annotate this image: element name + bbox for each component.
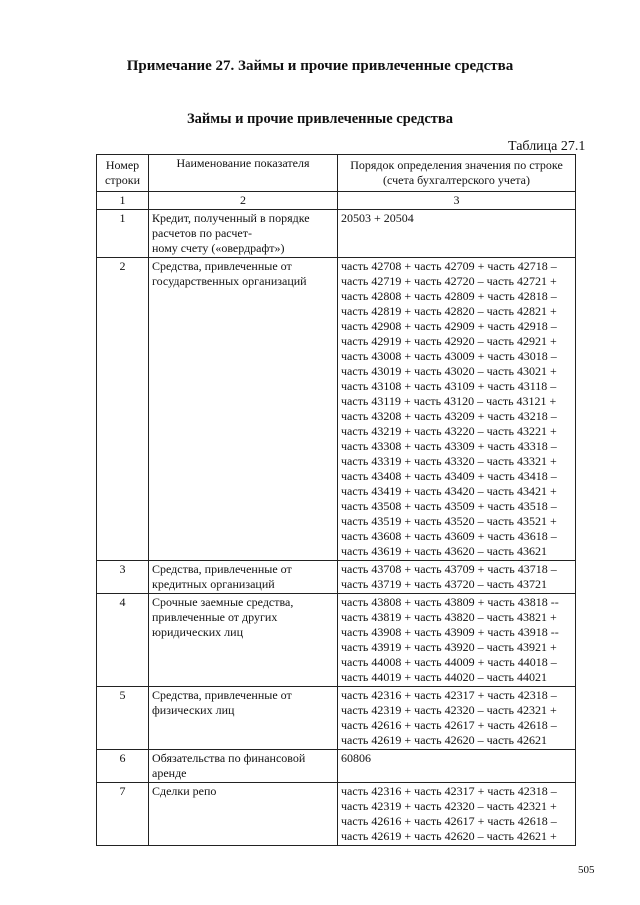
- formula-line: часть 43119 + часть 43120 – часть 43121 +: [341, 394, 557, 408]
- indicator-name-line: юридических лиц: [152, 625, 243, 639]
- column-number-row: [97, 192, 576, 210]
- column-number-cell: 2: [149, 192, 338, 210]
- header-cell-indicator-name: [149, 155, 338, 192]
- row-number-cell: 2: [97, 258, 149, 561]
- table-row: [97, 687, 576, 750]
- header-line: строки: [105, 173, 140, 187]
- formula-cell: [338, 783, 576, 846]
- formula-line: часть 42619 + часть 42620 – часть 42621: [341, 733, 547, 747]
- indicator-name-line: Обязательства по финансовой: [152, 751, 306, 765]
- formula-line: часть 42908 + часть 42909 + часть 42918 –: [341, 319, 557, 333]
- formula-line: часть 42316 + часть 42317 + часть 42318 –: [341, 688, 557, 702]
- header-line: Порядок определения значения по строке: [350, 158, 563, 172]
- indicator-name-line: государственных организаций: [152, 274, 307, 288]
- formula-line: часть 42616 + часть 42617 + часть 42618 –: [341, 814, 557, 828]
- formula-line: часть 43708 + часть 43709 + часть 43718 –: [341, 562, 557, 576]
- formula-line: часть 43408 + часть 43409 + часть 43418 –: [341, 469, 557, 483]
- row-number-cell: 3: [97, 561, 149, 594]
- indicator-name-line: Сделки репо: [152, 784, 217, 798]
- header-line: (счета бухгалтерского учета): [383, 173, 530, 187]
- header-line: Номер: [105, 158, 140, 172]
- formula-line: часть 43008 + часть 43009 + часть 43018 –: [341, 349, 557, 363]
- indicator-name-line: ному счету («овердрафт»): [152, 241, 285, 255]
- column-number-cell: 3: [338, 192, 576, 210]
- header-cell-determination-order: [338, 155, 576, 192]
- loans-table-body: [97, 155, 576, 846]
- table-row: [97, 750, 576, 783]
- table-row: [97, 258, 576, 561]
- formula-line: часть 43719 + часть 43720 – часть 43721: [341, 577, 547, 591]
- formula-line: часть 42919 + часть 42920 – часть 42921 +: [341, 334, 557, 348]
- formula-line: часть 42619 + часть 42620 – часть 42621 +: [341, 829, 557, 843]
- table-row: [97, 783, 576, 846]
- indicator-name-line: Средства, привлеченные от: [152, 259, 292, 273]
- indicator-name-cell: [149, 687, 338, 750]
- formula-line: часть 44019 + часть 44020 – часть 44021: [341, 670, 547, 684]
- row-number-cell: 1: [97, 210, 149, 258]
- header-cell-row-number: [97, 155, 149, 192]
- formula-line: часть 43219 + часть 43220 – часть 43221 +: [341, 424, 557, 438]
- formula-line: часть 42719 + часть 42720 – часть 42721 +: [341, 274, 557, 288]
- header-line: Наименование показателя: [176, 156, 310, 170]
- row-number-cell: 7: [97, 783, 149, 846]
- formula-cell: [338, 210, 576, 258]
- formula-line: часть 42708 + часть 42709 + часть 42718 –: [341, 259, 557, 273]
- formula-line: часть 44008 + часть 44009 + часть 44018 –: [341, 655, 557, 669]
- formula-line: часть 43919 + часть 43920 – часть 43921 +: [341, 640, 557, 654]
- indicator-name-line: аренде: [152, 766, 187, 780]
- table-header-row: [97, 155, 576, 192]
- formula-line: часть 43419 + часть 43420 – часть 43421 +: [341, 484, 557, 498]
- row-number-cell: 5: [97, 687, 149, 750]
- table-row: [97, 210, 576, 258]
- page-number: 505: [578, 864, 595, 876]
- formula-line: часть 43019 + часть 43020 – часть 43021 +: [341, 364, 557, 378]
- formula-line: часть 43519 + часть 43520 – часть 43521 +: [341, 514, 557, 528]
- indicator-name-line: привлеченные от других: [152, 610, 278, 624]
- indicator-name-cell: [149, 594, 338, 687]
- formula-line: часть 42616 + часть 42617 + часть 42618 –: [341, 718, 557, 732]
- formula-cell: [338, 594, 576, 687]
- indicator-name-line: Кредит, полученный в порядке: [152, 211, 310, 225]
- table-heading: Займы и прочие привлеченные средства: [187, 111, 453, 127]
- formula-line: часть 43319 + часть 43320 – часть 43321 +: [341, 454, 557, 468]
- formula-line: часть 42319 + часть 42320 – часть 42321 +: [341, 703, 557, 717]
- formula-line: часть 43619 + часть 43620 – часть 43621: [341, 544, 547, 558]
- indicator-name-cell: [149, 783, 338, 846]
- formula-line: часть 42819 + часть 42820 – часть 42821 +: [341, 304, 557, 318]
- table-row: [97, 594, 576, 687]
- formula-cell: [338, 561, 576, 594]
- row-number-cell: 4: [97, 594, 149, 687]
- formula-line: часть 42319 + часть 42320 – часть 42321 +: [341, 799, 557, 813]
- indicator-name-cell: [149, 750, 338, 783]
- formula-line: часть 43608 + часть 43609 + часть 43618 –: [341, 529, 557, 543]
- indicator-name-cell: [149, 258, 338, 561]
- formula-cell: [338, 750, 576, 783]
- formula-line: 20503 + 20504: [341, 211, 414, 225]
- indicator-name-line: Срочные заемные средства,: [152, 595, 294, 609]
- loans-table: [96, 154, 576, 846]
- formula-line: 60806: [341, 751, 371, 765]
- indicator-name-line: Средства, привлеченные от: [152, 688, 292, 702]
- indicator-name-line: физических лиц: [152, 703, 235, 717]
- note-title: Примечание 27. Займы и прочие привлеченные средства: [126, 58, 514, 74]
- indicator-name-line: кредитных организаций: [152, 577, 275, 591]
- formula-cell: [338, 687, 576, 750]
- table-row: [97, 561, 576, 594]
- formula-line: часть 43108 + часть 43109 + часть 43118 –: [341, 379, 557, 393]
- formula-line: часть 43819 + часть 43820 – часть 43821 +: [341, 610, 557, 624]
- row-number-cell: 6: [97, 750, 149, 783]
- formula-line: часть 43308 + часть 43309 + часть 43318 –: [341, 439, 557, 453]
- formula-cell: [338, 258, 576, 561]
- formula-line: часть 43208 + часть 43209 + часть 43218 –: [341, 409, 557, 423]
- indicator-name-cell: [149, 210, 338, 258]
- formula-line: часть 43808 + часть 43809 + часть 43818 --: [341, 595, 559, 609]
- table-number: Таблица 27.1: [508, 139, 586, 154]
- indicator-name-line: Средства, привлеченные от: [152, 562, 292, 576]
- indicator-name-cell: [149, 561, 338, 594]
- formula-line: часть 43508 + часть 43509 + часть 43518 –: [341, 499, 557, 513]
- formula-line: часть 43908 + часть 43909 + часть 43918 --: [341, 625, 559, 639]
- column-number-cell: 1: [97, 192, 149, 210]
- formula-line: часть 42808 + часть 42809 + часть 42818 –: [341, 289, 557, 303]
- indicator-name-line: расчетов по расчет-: [152, 226, 252, 240]
- formula-line: часть 42316 + часть 42317 + часть 42318 –: [341, 784, 557, 798]
